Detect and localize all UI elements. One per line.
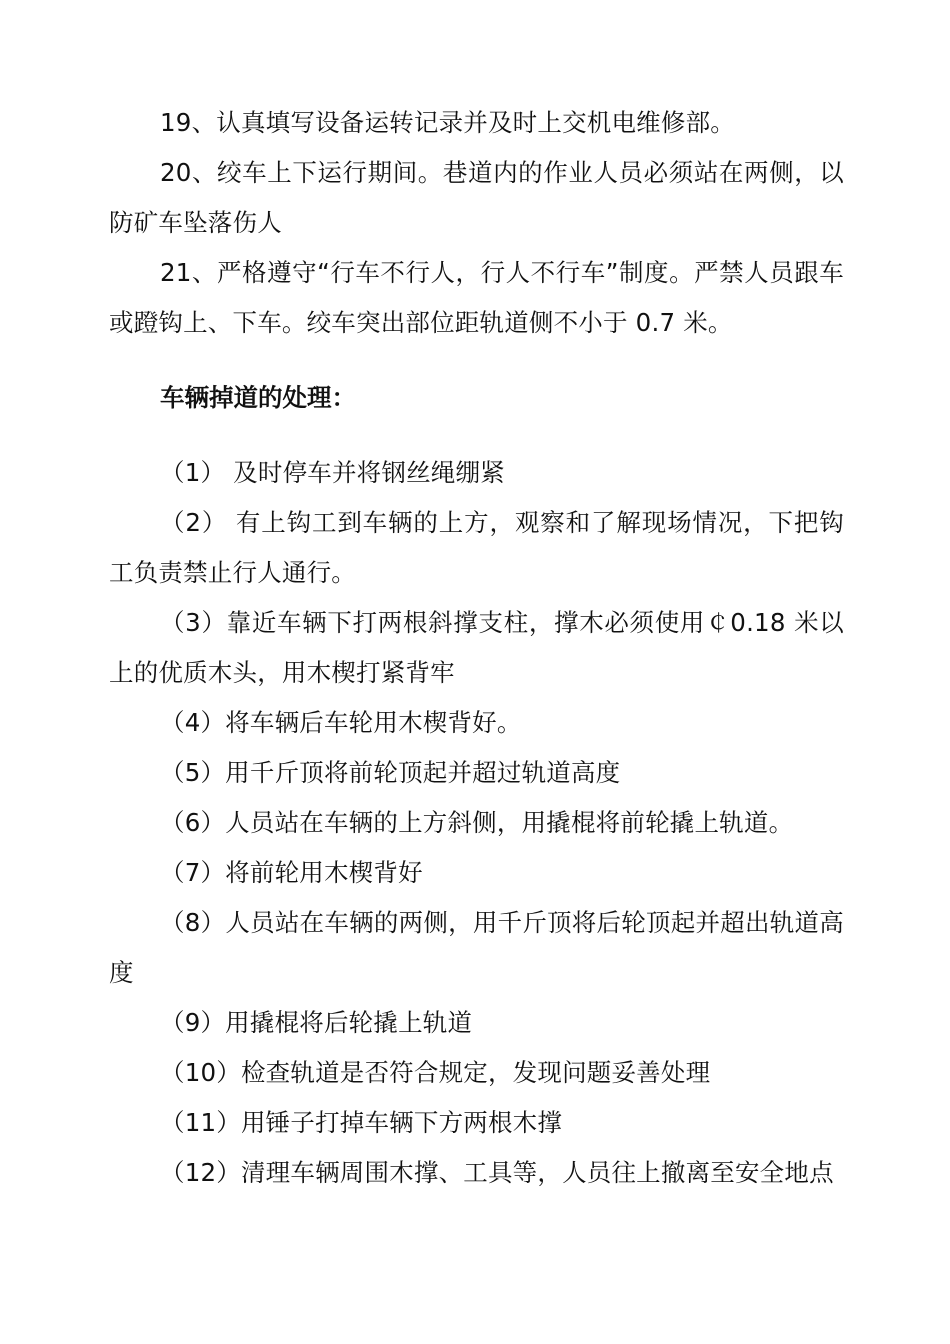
step-8: （8）人员站在车辆的两侧，用千斤顶将后轮顶起并超出轨道高度 [109, 908, 844, 987]
step-4: （4）将车辆后车轮用木楔背好。 [160, 708, 522, 737]
step-1: （1） 及时停车并将钢丝绳绷紧 [160, 458, 505, 487]
rule-21: 21、严格遵守“行车不行人，行人不行车”制度。严禁人员跟车或蹬钩上、下车。绞车突出部位距轨道侧不小于 0.7 米。 [109, 258, 844, 337]
step-3: （3）靠近车辆下打两根斜撑支柱，撑木必须使用￠0.18 米以上的优质木头，用木楔打紧背牢 [109, 608, 844, 687]
section-heading: 车辆掉道的处理： [160, 383, 356, 412]
document-body [109, 98, 844, 1198]
step-5: （5）用千斤顶将前轮顶起并超过轨道高度 [160, 758, 621, 787]
step-11: （11）用锤子打掉车辆下方两根木撑 [160, 1108, 563, 1137]
step-7: （7）将前轮用木楔背好 [160, 858, 423, 887]
rule-19: 19、认真填写设备运转记录并及时上交机电维修部。 [160, 108, 735, 137]
step-6: （6）人员站在车辆的上方斜侧，用撬棍将前轮撬上轨道。 [160, 808, 794, 837]
step-10: （10）检查轨道是否符合规定，发现问题妥善处理 [160, 1058, 711, 1087]
step-9: （9）用撬棍将后轮撬上轨道 [160, 1008, 473, 1037]
step-2: （2） 有上钩工到车辆的上方，观察和了解现场情况，下把钩工负责禁止行人通行。 [109, 508, 844, 587]
rule-20: 20、绞车上下运行期间。巷道内的作业人员必须站在两侧，以防矿车坠落伤人 [109, 158, 844, 237]
step-12: （12）清理车辆周围木撑、工具等，人员往上撤离至安全地点 [160, 1158, 834, 1187]
